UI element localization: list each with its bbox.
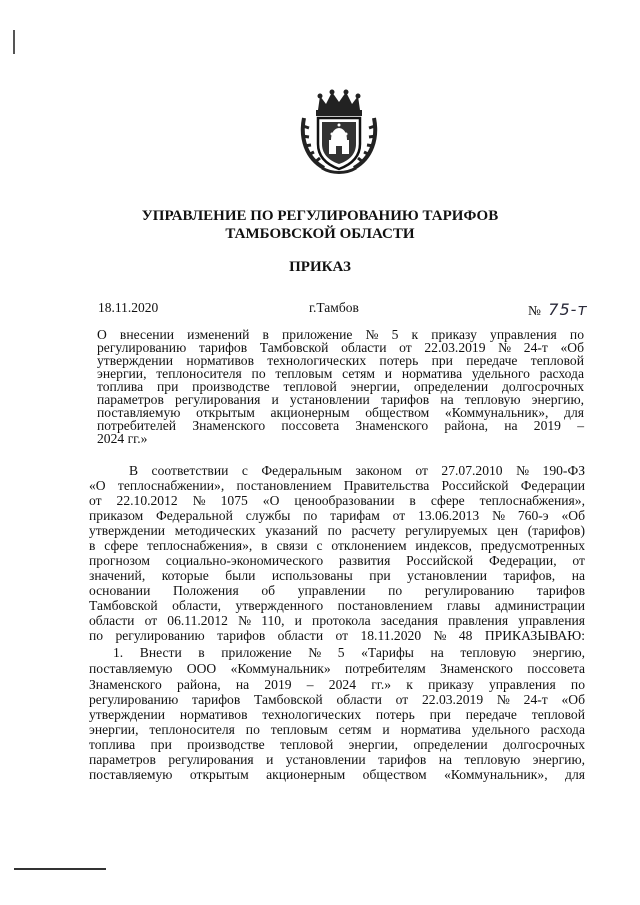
body-line: параметров регулирования и установлении тарифов на тепловую энергию,	[89, 752, 585, 767]
number-label: №	[528, 303, 541, 318]
title-line: 2024 гг.»	[97, 431, 148, 446]
organization-name-line-2: ТАМБОВСКОЙ ОБЛАСТИ	[225, 226, 415, 242]
body-line: области от 06.11.2012 № 110, и протокола заседания правления управления	[89, 613, 585, 628]
title-line: энергии, теплоносителя по тепловым сетям и норматива удельного расхода	[97, 366, 584, 381]
body-line: Знаменского района, на 2019 – 2024 гг.» к приказу управления по	[89, 677, 585, 692]
body-line: топлива при производстве тепловой энергии, определении долгосрочных	[89, 737, 585, 752]
scan-mark	[13, 30, 15, 54]
title-line: О внесении изменений в приложение № 5 к приказу управления по	[97, 327, 584, 342]
body-line: поставляемую открытым акционерным обществом «Коммунальник», для	[89, 767, 585, 782]
title-line: параметров регулирования и установлении тарифов на тепловую энергию,	[97, 392, 584, 407]
document-date: 18.11.2020	[98, 300, 159, 315]
body-line: энергии, теплоносителя по тепловым сетям и норматива удельного расхода	[89, 722, 585, 737]
title-line: поставляемую открытым акционерным обществом «Коммунальник», для	[97, 405, 584, 420]
body-line: прогнозом социально-экономического развития Российской Федерации, от	[89, 553, 585, 568]
body-line: по регулированию тарифов области от 18.11.2020 № 48 ПРИКАЗЫВАЮ:	[89, 628, 585, 643]
body-line: значений, которые были использованы при установлении тарифов, на	[89, 568, 585, 583]
footer-divider	[14, 868, 106, 870]
title-line: утверждении нормативов технологических потерь при передаче тепловой	[97, 353, 584, 368]
document-city: г.Тамбов	[309, 300, 359, 315]
title-line: потребителей Знаменского поссовета Знаменского района, на 2019 –	[97, 418, 584, 433]
document-number	[528, 300, 588, 319]
handwritten-number: 75-т	[548, 300, 588, 319]
body-line: «О теплоснабжении», постановлением Правительства Российской Федерации	[89, 478, 585, 493]
body-line: поставляемую ООО «Коммунальник» потребителям Знаменского поссовета	[89, 661, 585, 676]
clause-1-line: 1. Внести в приложение № 5 «Тарифы на тепловую энергию,	[113, 645, 585, 660]
body-line: регулированию тарифов Тамбовской области от 22.03.2019 № 24-т «Об	[89, 692, 585, 707]
body-line: В соответствии с Федеральным законом от 27.07.2010 № 190-ФЗ	[129, 463, 585, 478]
body-line: приказом Федеральной службы по тарифам от 13.06.2013 № 760-э «Об	[89, 508, 585, 523]
organization-name-line-1: УПРАВЛЕНИЕ ПО РЕГУЛИРОВАНИЮ ТАРИФОВ	[141, 208, 499, 224]
body-line: утверждении методических указаний по расчету регулируемых цен (тарифов)	[89, 523, 585, 538]
title-line: регулированию тарифов Тамбовской области от 22.03.2019 № 24-т «Об	[97, 340, 584, 355]
title-line: топлива при производстве тепловой энергии, определении долгосрочных	[97, 379, 584, 394]
body-line: Тамбовской области, утвержденного постановлением главы администрации	[89, 598, 585, 613]
body-line: от 22.10.2012 № 1075 «О ценообразовании в сфере теплоснабжения»,	[89, 493, 585, 508]
coat-of-arms-emblem	[298, 88, 380, 174]
body-line: утверждении нормативов технологических потерь при передаче тепловой	[89, 707, 585, 722]
document-type-title: ПРИКАЗ	[289, 259, 351, 275]
body-line: основании Положения об управлении по регулированию тарифов	[89, 583, 585, 598]
body-line: в сфере теплоснабжения», в связи с отклонением индексов, предусмотренных	[89, 538, 585, 553]
